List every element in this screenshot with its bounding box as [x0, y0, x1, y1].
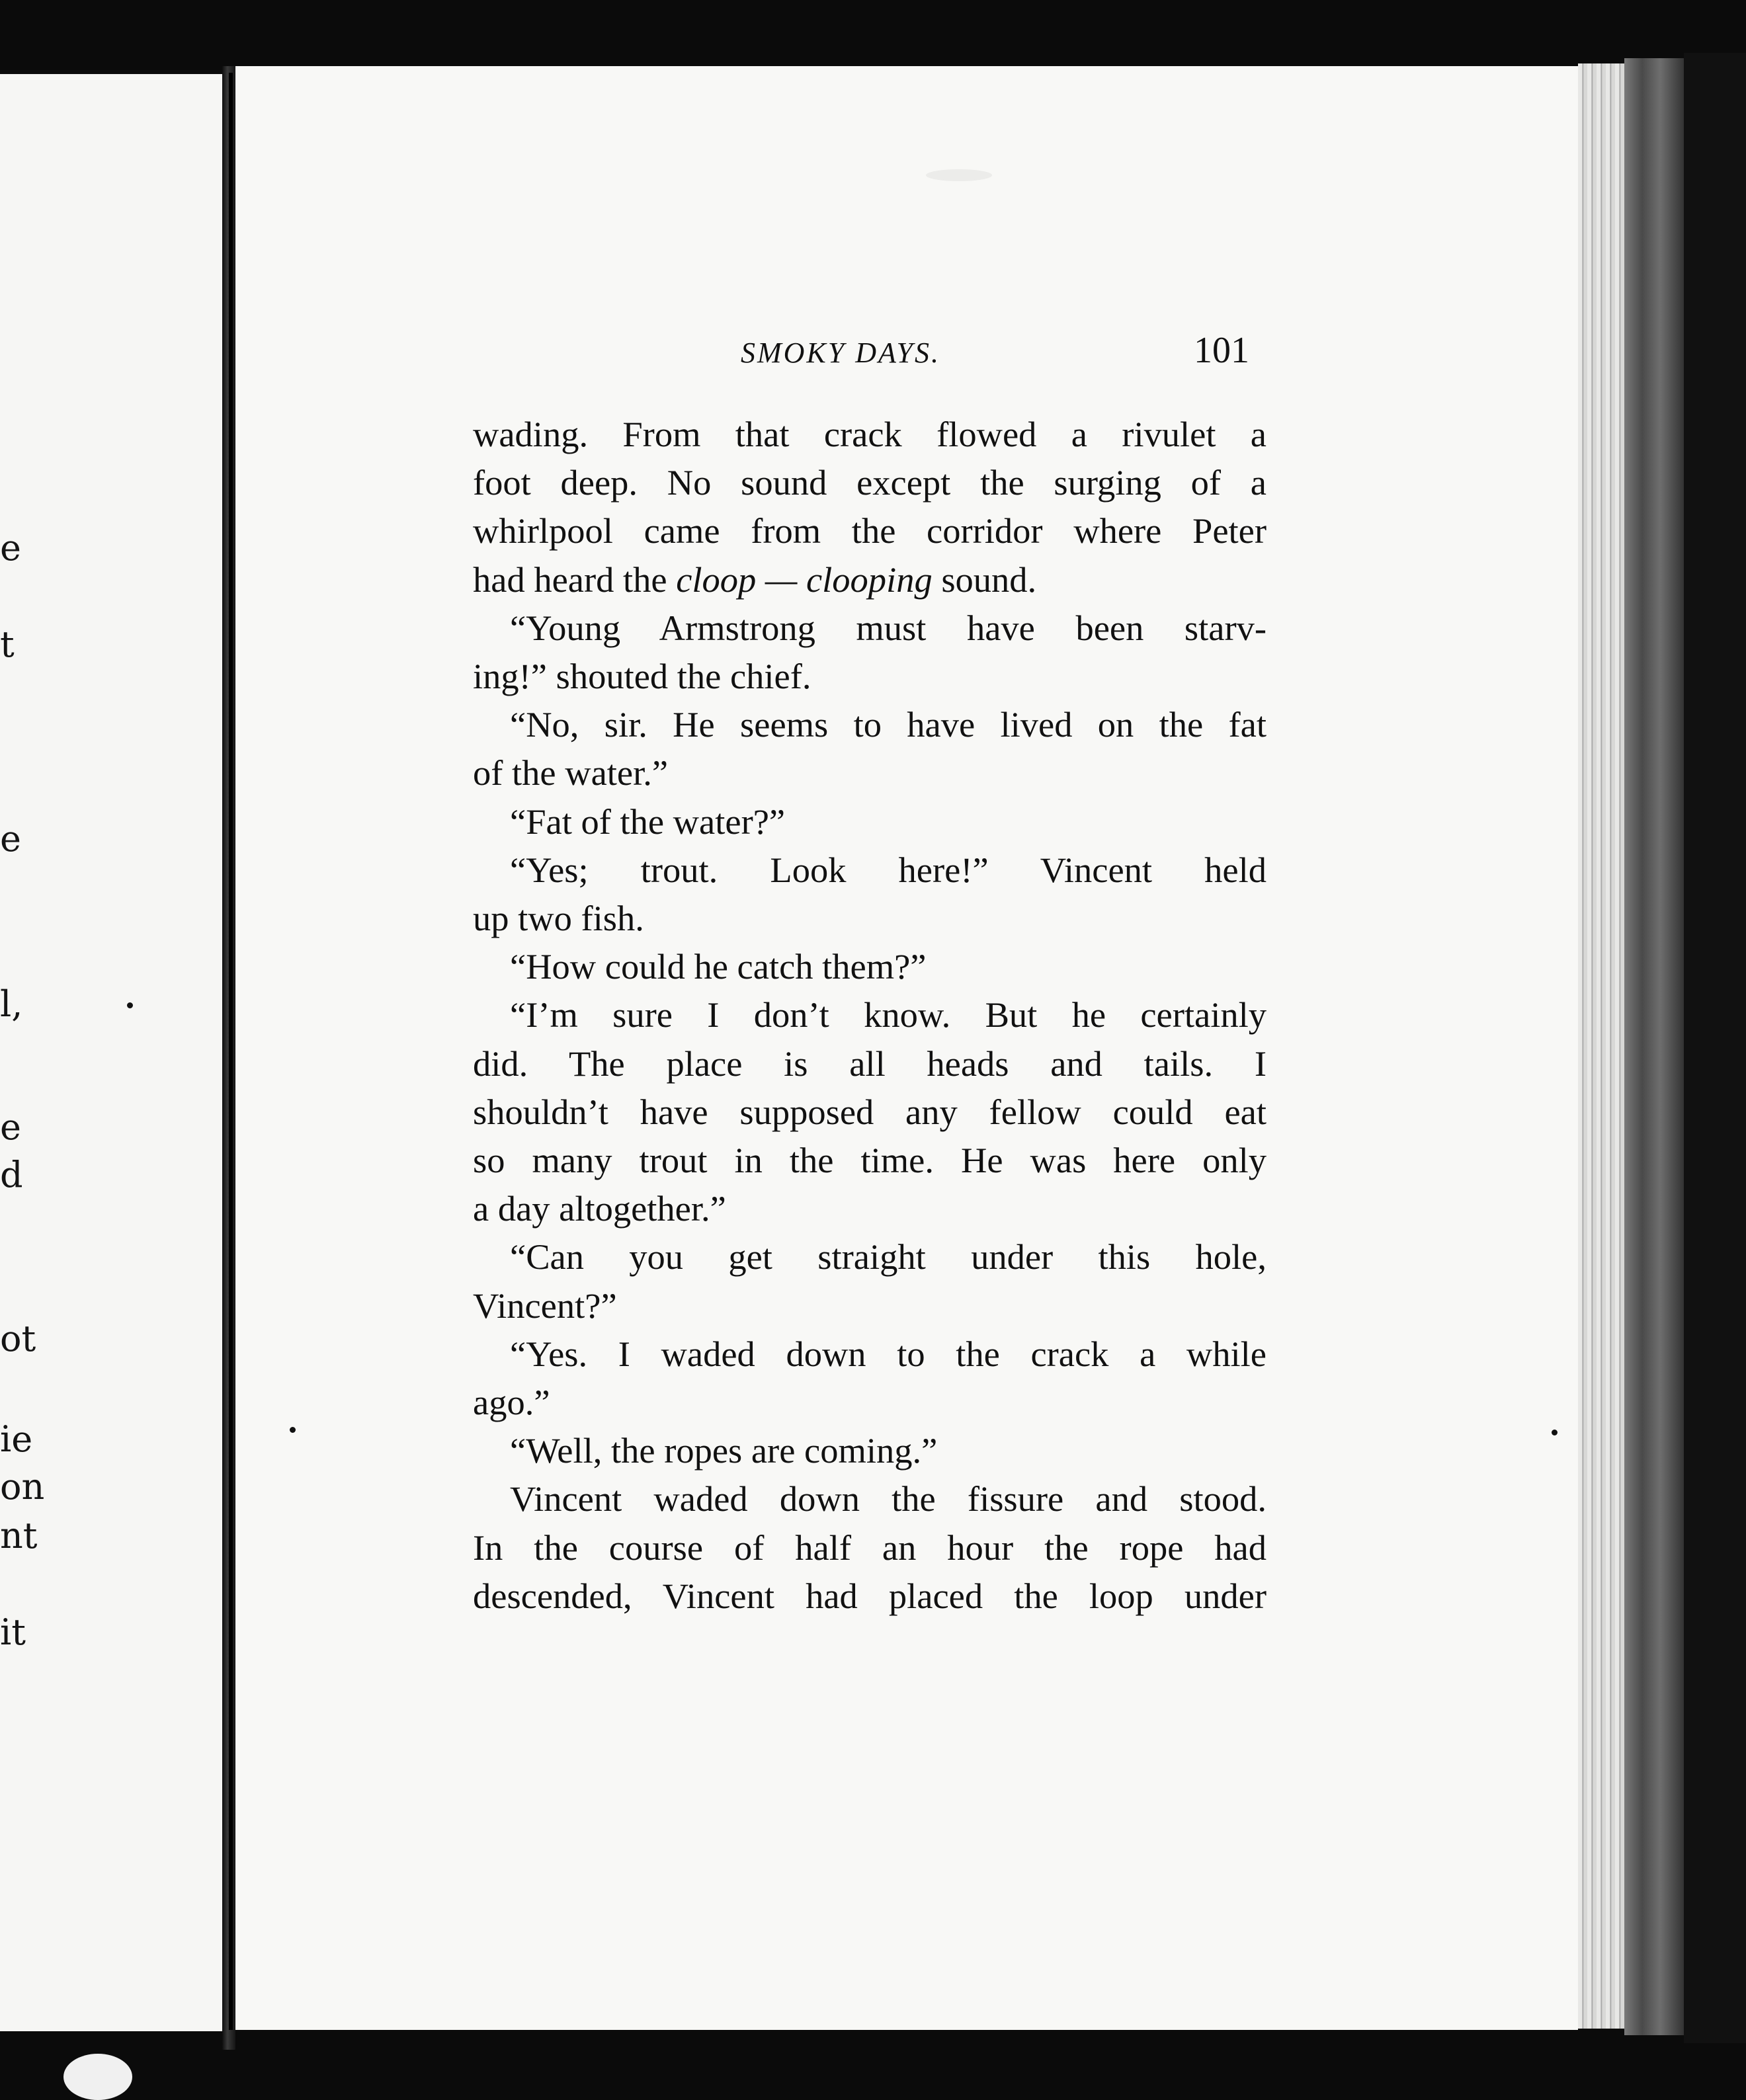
text-line: [473, 555, 1267, 604]
gutter-shadow: [229, 73, 233, 2030]
left-page-fragment: ie: [0, 1418, 33, 1460]
left-page-fragment: t: [0, 624, 15, 665]
left-page-fragment: e: [0, 527, 21, 569]
book-cover-edge: [1624, 58, 1684, 2035]
page-edges: [1578, 63, 1624, 2029]
text-line: ago.”: [473, 1382, 550, 1423]
text-line: In the course of half an hour the rope had: [473, 1527, 1267, 1568]
left-page-fragment: e: [0, 1106, 21, 1148]
text-line: so many trout in the time. He was here only: [473, 1140, 1267, 1181]
left-page-fragment: d: [0, 1154, 23, 1195]
text-line: ing!” shouted the chief.: [473, 656, 811, 697]
left-page-fragment: e: [0, 818, 21, 860]
left-page-fragment: on: [0, 1466, 45, 1508]
text-line: a day altogether.”: [473, 1188, 726, 1229]
page-number: 101: [1194, 330, 1249, 371]
text-fragment: had heard the: [473, 559, 667, 600]
text-line: “Young Armstrong must have been starv-: [510, 607, 1267, 648]
text-line: descended, Vincent had placed the loop under: [473, 1575, 1267, 1616]
body-text: [473, 410, 1267, 1620]
text-line: “Well, the ropes are coming.”: [510, 1430, 938, 1471]
running-head: [473, 323, 1267, 376]
text-line: “Fat of the water?”: [510, 801, 786, 842]
text-line: Vincent waded down the fissure and stood.: [510, 1478, 1267, 1519]
left-page-fragment: ot: [0, 1318, 36, 1359]
text-line: Vincent?”: [473, 1285, 617, 1326]
text-line: “Yes. I waded down to the crack a while: [510, 1333, 1267, 1374]
scan-speck: [290, 1427, 296, 1433]
text-line: did. The place is all heads and tails. I: [473, 1043, 1267, 1084]
text-line: up two fish.: [473, 898, 644, 939]
text-line: “I’m sure I don’t know. But he certainly: [510, 994, 1267, 1035]
text-line: “How could he catch them?”: [510, 946, 927, 987]
left-page-fragment: l,: [0, 983, 23, 1025]
italic-sound: cloop — clooping: [676, 559, 933, 600]
text-line: “Can you get straight under this hole,: [510, 1236, 1267, 1277]
text-line: foot deep. No sound except the surging of a: [473, 462, 1267, 503]
text-line: “Yes; trout. Look here!” Vincent held: [510, 849, 1267, 890]
scan-speck: [127, 1002, 133, 1008]
text-line: of the water.”: [473, 752, 669, 793]
text-line: wading. From that crack flowed a rivulet a: [473, 414, 1267, 454]
scan-blot: [63, 2054, 132, 2100]
left-page: [0, 74, 226, 2031]
left-page-fragment: it: [0, 1611, 26, 1653]
scan-speck: [1552, 1430, 1558, 1435]
page-content: [473, 323, 1267, 1616]
text-line: shouldn’t have supposed any fellow could eat: [473, 1091, 1267, 1132]
text-fragment: sound.: [941, 559, 1037, 600]
left-page-fragment: nt: [0, 1515, 38, 1556]
book-cover-back: [1684, 53, 1746, 2043]
scan-blot: [926, 169, 992, 181]
text-line: “No, sir. He seems to have lived on the fat: [510, 704, 1267, 745]
running-title: SMOKY DAYS.: [741, 337, 940, 369]
text-line: whirlpool came from the corridor where Peter: [473, 510, 1267, 551]
